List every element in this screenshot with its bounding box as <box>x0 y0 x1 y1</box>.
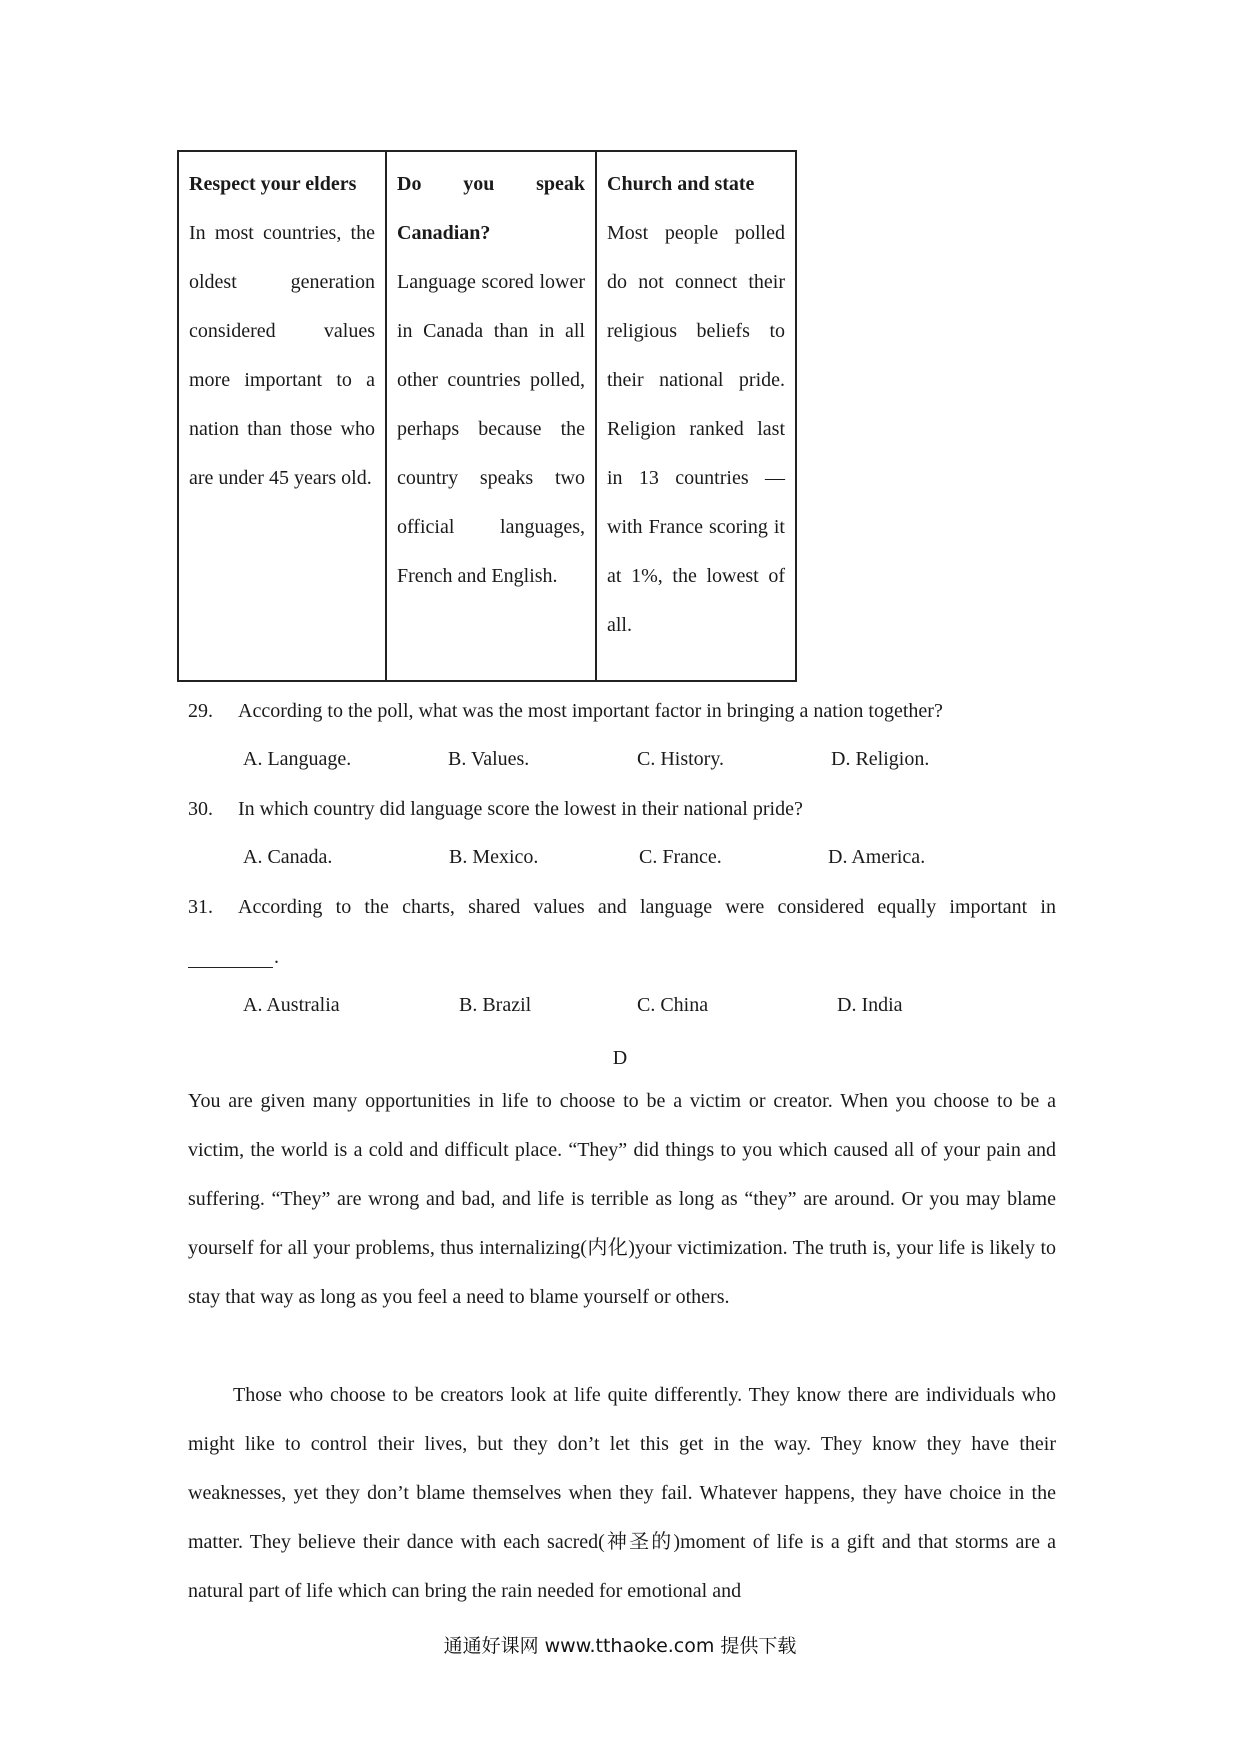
passage-paragraph-2: Those who choose to be creators look at life quite differently. They know there are individuals who might like to control their lives, but they don’t let this get in the way. They know they have their weaknesses, yet they don’t blame themselves when they fail. Whatever happens, they have choice in the matter. They believe their dance with each sacred(神圣的)moment of life is a gift and that storms are a natural part of life which can bring the rain needed for emotional and <box>188 1384 1056 1602</box>
table-row <box>178 151 796 681</box>
question-29 <box>188 697 1056 725</box>
question-31-options <box>243 991 1043 1019</box>
section-heading: D <box>612 1047 628 1069</box>
cell-title: Do you speak Canadian? <box>397 173 585 244</box>
option-d: D. Religion. <box>831 748 930 770</box>
option-a: A. Language. <box>243 748 352 770</box>
question-number: 30. <box>188 798 213 820</box>
option-d: D. India <box>837 994 903 1016</box>
table-cell-respect-elders <box>178 151 386 681</box>
page-footer: 通通好课网 www.tthaoke.com 提供下载 <box>443 1635 797 1657</box>
cell-body: Language scored lower in Canada than in all other countries polled, perhaps because the country speaks two official languages, French and English. <box>397 271 585 587</box>
poll-info-table <box>177 150 797 682</box>
option-a: A. Australia <box>243 994 340 1016</box>
option-b: B. Mexico. <box>449 846 539 868</box>
cell-body: Most people polled do not connect their religious beliefs to their national pride. Religion ranked last in 13 countries — with France scoring it at 1%, the lowest of all. <box>607 222 785 636</box>
cell-title: Respect your elders <box>189 173 357 195</box>
answer-blank <box>188 967 273 968</box>
passage-paragraph-1: You are given many opportunities in life to choose to be a victim or creator. When you choose to be a victim, the world is a cold and difficult place. “They” did things to you which caused all of your pain and suffering. “They” are wrong and bad, and life is terrible as long as “they” are around. Or you may blame yourself for all your problems, thus internalizing(内化)your victimization. The truth is, your life is likely to stay that way as long as you feel a need to blame yourself or others. <box>188 1090 1056 1308</box>
option-b: B. Brazil <box>459 994 532 1016</box>
table-cell-speak-canadian <box>386 151 596 681</box>
cell-title: Church and state <box>607 173 755 195</box>
question-30 <box>188 795 1056 823</box>
question-text: In which country did language score the lowest in their national pride? <box>238 798 803 820</box>
table-cell-church-state <box>596 151 796 681</box>
cell-body: In most countries, the oldest generation considered values more important to a nation than those who are under 45 years old. <box>189 222 375 489</box>
question-31 <box>188 893 1056 921</box>
question-29-options <box>243 745 1043 773</box>
option-a: A. Canada. <box>243 846 333 868</box>
option-b: B. Values. <box>448 748 530 770</box>
option-d: D. America. <box>828 846 926 868</box>
question-text: According to the poll, what was the most important factor in bringing a nation together? <box>238 700 943 722</box>
question-30-options <box>243 843 1043 871</box>
question-number: 31. <box>188 896 213 918</box>
blank-period: . <box>274 946 279 968</box>
option-c: C. China <box>637 994 709 1016</box>
question-text: According to the charts, shared values and language were considered equally important in <box>238 896 1056 918</box>
option-c: C. History. <box>637 748 725 770</box>
option-c: C. France. <box>639 846 722 868</box>
question-number: 29. <box>188 700 213 722</box>
